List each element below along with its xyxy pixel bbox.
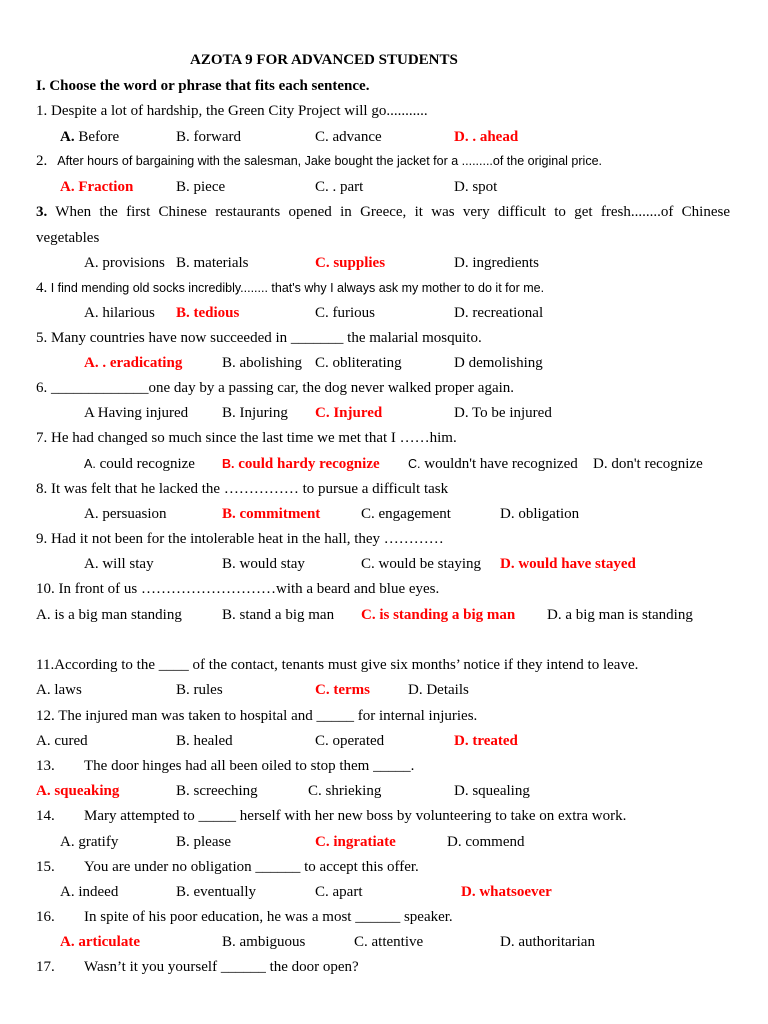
question-number: 3. [36, 204, 48, 220]
question-6-option-a: A Having injured [84, 405, 189, 421]
question-14-option-b: B. please [176, 834, 231, 850]
question-1-answer-d: D. . ahead [454, 129, 519, 145]
option-letter: A. [60, 129, 75, 145]
question-1-option-c: C. advance [315, 129, 382, 145]
question-number: 4. [36, 280, 48, 296]
question-11-option-d: D. Details [408, 682, 469, 698]
question-4-option-c: C. furious [315, 305, 375, 321]
question-1-stem: 1. Despite a lot of hardship, the Green City Project will go........... [36, 103, 428, 119]
question-number: 2. [36, 153, 48, 169]
question-12-option-a: A. cured [36, 733, 88, 749]
question-10-option-a: A. is a big man standing [36, 607, 182, 623]
question-5-answer-a: A. . eradicating [84, 355, 183, 371]
question-12-option-c: C. operated [315, 733, 385, 749]
question-13-number: 13. [36, 758, 55, 774]
option-letter: B. [222, 457, 235, 471]
question-1-option-a [60, 128, 119, 146]
question-11-stem: 11.According to the ____ of the contact, tenants must give six months’ notice if they intend to leave. [36, 657, 639, 673]
question-13-option-d: D. squealing [454, 783, 530, 799]
question-8-option-d: D. obligation [500, 506, 580, 522]
question-10-stem: 10. In front of us ………………………with a beard and blue eyes. [36, 581, 440, 597]
question-8-stem: 8. It was felt that he lacked the …………… to pursue a difficult task [36, 481, 449, 497]
option-text: could hardy recognize [234, 456, 380, 472]
question-9-option-a: A. will stay [84, 556, 154, 572]
question-4-stem [36, 279, 544, 297]
question-12-answer-d: D. treated [454, 733, 518, 749]
question-16-number: 16. [36, 909, 55, 925]
question-15-answer-d: D. whatsoever [461, 884, 552, 900]
option-letter: A. [84, 457, 96, 471]
question-9-option-b: B. would stay [222, 556, 305, 572]
question-14-option-d: D. commend [447, 834, 525, 850]
question-16-stem: In spite of his poor education, he was a most ______ speaker. [84, 909, 453, 925]
question-17-stem: Wasn’t it you yourself ______ the door open? [84, 959, 359, 975]
question-3-stem-line2: vegetables [36, 230, 100, 246]
question-13-option-c: C. shrieking [308, 783, 382, 799]
question-1-option-b: B. forward [176, 129, 241, 145]
question-5-option-c: C. obliterating [315, 355, 402, 371]
option-letter: C. [408, 457, 421, 471]
question-6-stem: 6. _____________one day by a passing car, the dog never walked proper again. [36, 380, 515, 396]
question-6-answer-c: C. Injured [315, 405, 383, 421]
question-16-option-c: C. attentive [354, 934, 424, 950]
question-12-option-b: B. healed [176, 733, 233, 749]
question-10-option-d: D. a big man is standing [547, 607, 693, 623]
question-8-answer-b: B. commitment [222, 506, 321, 522]
question-10-option-b: B. stand a big man [222, 607, 335, 623]
question-11-option-a: A. laws [36, 682, 82, 698]
question-8-option-c: C. engagement [361, 506, 451, 522]
question-2-option-c: C. . part [315, 179, 364, 195]
question-15-option-b: B. eventually [176, 884, 256, 900]
question-15-option-a: A. indeed [60, 884, 119, 900]
question-3-option-d: D. ingredients [454, 255, 539, 271]
question-8-option-a: A. persuasion [84, 506, 167, 522]
question-4-answer-b: B. tedious [176, 305, 240, 321]
question-3-stem-line1 [36, 203, 730, 221]
question-11-option-b: B. rules [176, 682, 223, 698]
question-5-stem: 5. Many countries have now succeeded in _______ the malarial mosquito. [36, 330, 482, 346]
question-text: I find mending old socks incredibly........ that's why I always ask my mother to do it for me. [47, 281, 545, 295]
question-13-option-b: B. screeching [176, 783, 258, 799]
question-text: When the first Chinese restaurants opened in Greece, it was very difficult to get fresh........of Chinese [47, 204, 730, 220]
question-15-number: 15. [36, 859, 55, 875]
question-4-option-a: A. hilarious [84, 305, 155, 321]
question-15-stem: You are under no obligation ______ to accept this offer. [84, 859, 419, 875]
question-10-answer-c: C. is standing a big man [361, 607, 516, 623]
question-9-answer-d: D. would have stayed [500, 556, 636, 572]
question-9-stem: 9. Had it not been for the intolerable heat in the hall, they ………… [36, 531, 444, 547]
question-2-answer-a: A. Fraction [60, 179, 134, 195]
question-14-stem: Mary attempted to _____ herself with her new boss by volunteering to take on extra work. [84, 808, 627, 824]
question-7-stem: 7. He had changed so much since the last time we met that I ……him. [36, 430, 457, 446]
question-13-answer-a: A. squeaking [36, 783, 120, 799]
question-16-option-b: B. ambiguous [222, 934, 306, 950]
question-17-number: 17. [36, 959, 55, 975]
question-16-option-d: D. authoritarian [500, 934, 595, 950]
question-6-option-b: B. Injuring [222, 405, 288, 421]
question-7-option-d: D. don't recognize [593, 456, 703, 472]
question-2-option-b: B. piece [176, 179, 226, 195]
question-3-option-b: B. materials [176, 255, 249, 271]
question-4-option-d: D. recreational [454, 305, 544, 321]
question-11-answer-c: C. terms [315, 682, 370, 698]
question-15-option-c: C. apart [315, 884, 363, 900]
question-6-option-d: D. To be injured [454, 405, 552, 421]
question-3-option-a: A. provisions [84, 255, 165, 271]
question-3-answer-c: C. supplies [315, 255, 386, 271]
question-2-stem [36, 152, 602, 170]
question-14-number: 14. [36, 808, 55, 824]
question-7-answer-b [222, 455, 380, 473]
section-heading: I. Choose the word or phrase that fits each sentence. [36, 78, 370, 94]
question-16-answer-a: A. articulate [60, 934, 140, 950]
option-text: could recognize [95, 456, 195, 472]
page-title: AZOTA 9 FOR ADVANCED STUDENTS [190, 52, 458, 68]
question-14-answer-c: C. ingratiate [315, 834, 396, 850]
option-text: Before [74, 129, 120, 145]
question-5-option-d: D demolishing [454, 355, 543, 371]
question-9-option-c: C. would be staying [361, 556, 481, 572]
question-2-option-d: D. spot [454, 179, 498, 195]
option-text: wouldn't have recognized [420, 456, 578, 472]
question-text: After hours of bargaining with the salesman, Jake bought the jacket for a .........of the original price. [57, 154, 602, 168]
question-14-option-a: A. gratify [60, 834, 119, 850]
question-5-option-b: B. abolishing [222, 355, 303, 371]
question-12-stem: 12. The injured man was taken to hospital and _____ for internal injuries. [36, 708, 478, 724]
question-7-option-c [408, 455, 578, 473]
question-7-option-a [84, 455, 195, 473]
question-13-stem: The door hinges had all been oiled to stop them _____. [84, 758, 415, 774]
